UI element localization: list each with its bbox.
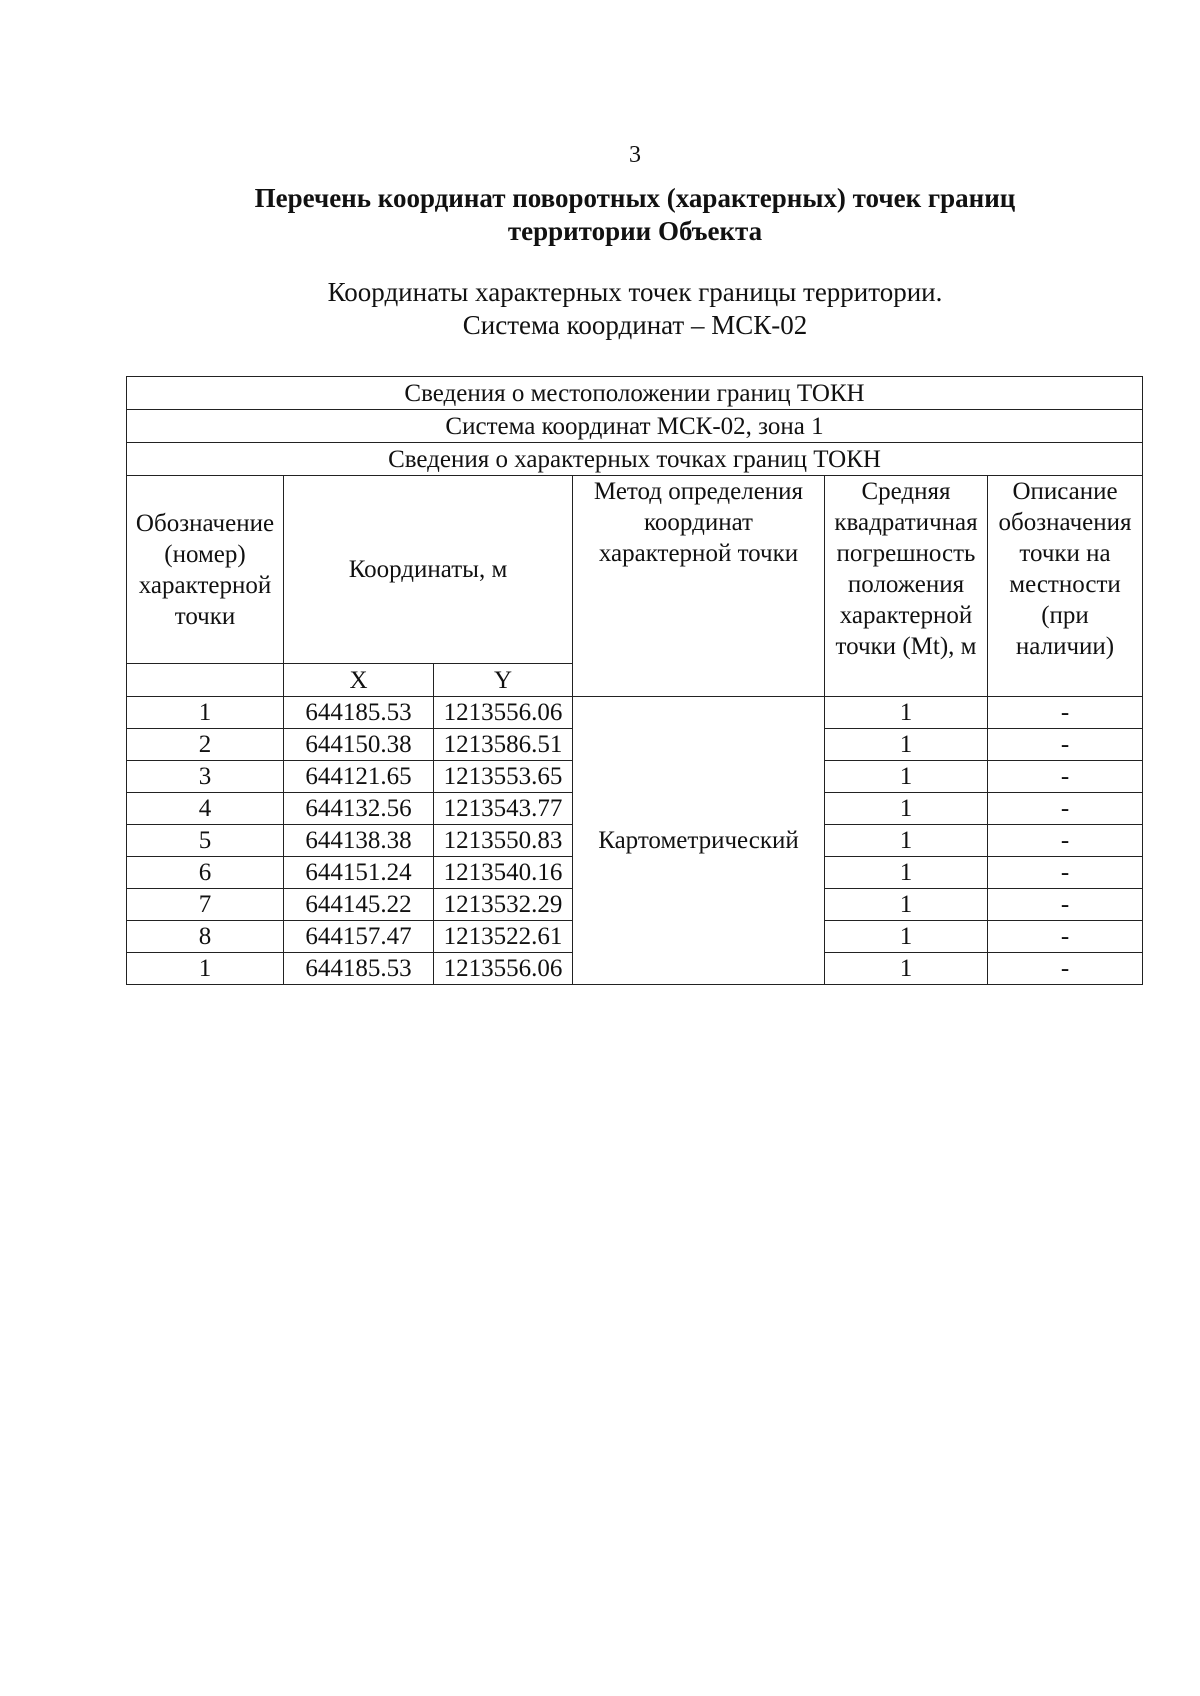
header-text-line: характерной (138, 571, 272, 599)
header-text-line: обозначения (998, 509, 1132, 536)
point-number: 8 (127, 921, 284, 953)
subtitle-line: Система координат – МСК-02 (462, 310, 808, 340)
point-description: - (988, 825, 1143, 857)
point-mt: 1 (825, 921, 988, 953)
document-subtitle (0, 276, 1200, 342)
page-number: 3 (629, 142, 641, 168)
point-description: - (988, 761, 1143, 793)
point-y: 1213553.65 (434, 761, 573, 793)
title-line: Перечень координат поворотных (характерных) точек границ (254, 183, 1016, 213)
header-x: X (284, 664, 434, 697)
point-mt: 1 (825, 857, 988, 889)
coordinates-table (126, 376, 1143, 985)
header-text-line: точки (174, 602, 236, 630)
point-x: 644150.38 (284, 729, 434, 761)
point-description: - (988, 889, 1143, 921)
header-text-line: характерной (839, 602, 973, 629)
header-y: Y (434, 664, 573, 697)
header-mean-square-error (825, 476, 988, 697)
point-x: 644185.53 (284, 953, 434, 985)
header-coordinates: Координаты, м (284, 476, 573, 664)
header-text-line: наличии) (1015, 633, 1115, 660)
point-x: 644121.65 (284, 761, 434, 793)
point-number: 2 (127, 729, 284, 761)
point-description: - (988, 953, 1143, 985)
point-y: 1213540.16 (434, 857, 573, 889)
point-number: 1 (127, 697, 284, 729)
point-x: 644138.38 (284, 825, 434, 857)
point-mt: 1 (825, 953, 988, 985)
point-y: 1213556.06 (434, 697, 573, 729)
point-mt: 1 (825, 889, 988, 921)
header-point-description (988, 476, 1143, 697)
point-y: 1213522.61 (434, 921, 573, 953)
point-y: 1213550.83 (434, 825, 573, 857)
table-band-points: Сведения о характерных точках границ ТОКН (127, 443, 1143, 476)
point-description: - (988, 857, 1143, 889)
header-point-designation (127, 476, 284, 664)
header-empty-cell (127, 664, 284, 697)
point-mt: 1 (825, 697, 988, 729)
point-mt: 1 (825, 729, 988, 761)
header-text-line: квадратичная (834, 509, 978, 536)
header-text-line: (при (1041, 602, 1089, 629)
point-number: 7 (127, 889, 284, 921)
table-band-location: Сведения о местоположении границ ТОКН (127, 377, 1143, 410)
table-row (127, 697, 1143, 729)
point-description: - (988, 729, 1143, 761)
header-text-line: положения (847, 571, 965, 598)
header-method (573, 476, 825, 697)
header-text-line: точки на (1019, 540, 1111, 567)
point-description: - (988, 697, 1143, 729)
point-description: - (988, 921, 1143, 953)
header-text-line: Описание (1012, 478, 1118, 505)
document-title (0, 182, 1200, 248)
point-number: 5 (127, 825, 284, 857)
point-x: 644151.24 (284, 857, 434, 889)
point-x: 644185.53 (284, 697, 434, 729)
header-text-line: характерной точки (598, 540, 799, 567)
point-number: 4 (127, 793, 284, 825)
header-text-line: погрешность (836, 540, 976, 567)
subtitle-line: Координаты характерных точек границы территории. (327, 277, 943, 307)
point-mt: 1 (825, 761, 988, 793)
header-text-line: Средняя (861, 478, 951, 505)
point-description: - (988, 793, 1143, 825)
method-cell: Картометрический (573, 697, 825, 985)
point-y: 1213543.77 (434, 793, 573, 825)
point-y: 1213556.06 (434, 953, 573, 985)
point-x: 644145.22 (284, 889, 434, 921)
point-y: 1213586.51 (434, 729, 573, 761)
point-x: 644157.47 (284, 921, 434, 953)
header-text-line: местности (1009, 571, 1121, 598)
point-y: 1213532.29 (434, 889, 573, 921)
point-x: 644132.56 (284, 793, 434, 825)
point-mt: 1 (825, 793, 988, 825)
title-line: территории Объекта (507, 216, 763, 246)
table-band-coord-system: Система координат МСК-02, зона 1 (127, 410, 1143, 443)
header-text-line: точки (Mt), м (835, 633, 977, 660)
point-number: 6 (127, 857, 284, 889)
point-mt: 1 (825, 825, 988, 857)
point-number: 1 (127, 953, 284, 985)
point-number: 3 (127, 761, 284, 793)
header-text-line: Метод определения (593, 478, 804, 505)
header-text-line: Обозначение (135, 509, 275, 537)
header-text-line: координат (644, 509, 753, 536)
header-text-line: (номер) (164, 540, 246, 568)
